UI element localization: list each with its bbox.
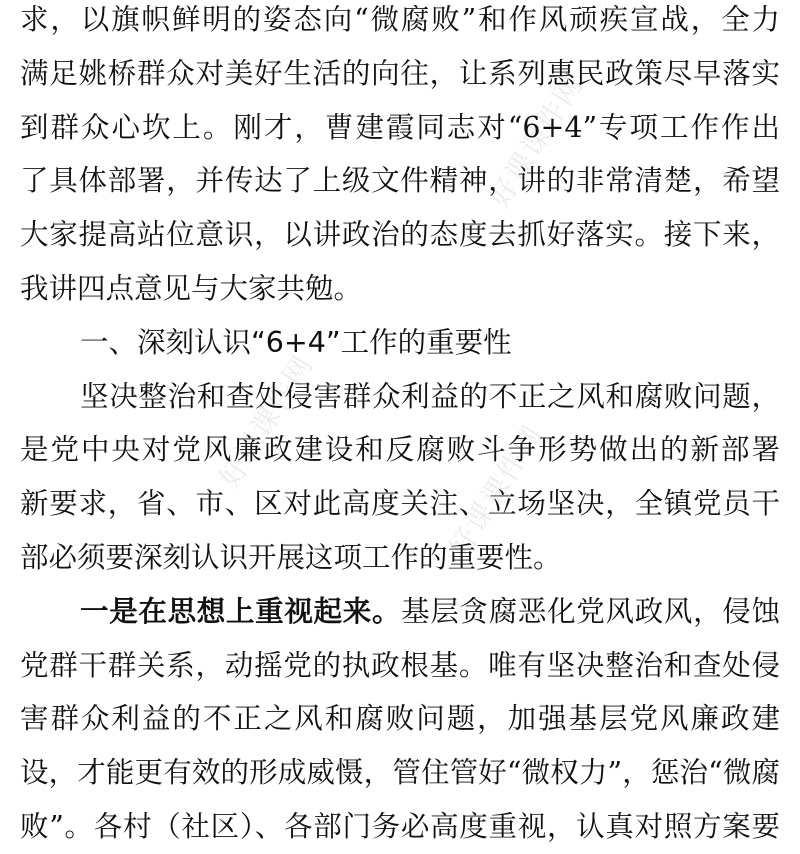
bold-lead: 一是在思想上重视起来。 (80, 594, 402, 628)
watermark: 好课课件网 (482, 68, 591, 214)
text-line: 是党中央对党风廉政建设和反腐败斗争形势做出的新部署 (20, 433, 780, 467)
text-line: 害群众利益的不正之风和腐败问题，加强基层党风廉政建 (20, 702, 780, 736)
section-heading: 一、深刻认识“6+4”工作的重要性 (80, 325, 512, 359)
text-line: 了具体部署，并传达了上级文件精神，讲的非常清楚，希望 (20, 164, 780, 198)
paragraph-lead-line (20, 585, 780, 639)
text-line: 坚决整治和查处侵害群众利益的不正之风和腐败问题， (80, 379, 780, 413)
text-line: 部必须要深刻认识开展这项工作的重要性。 (20, 540, 562, 574)
text-line: 满足姚桥群众对美好生活的向往，让系列惠民政策尽早落实 (20, 56, 780, 90)
lead-rest: 基层贪腐恶化党风政风，侵蚀 (401, 594, 780, 628)
text-line: 新要求，省、市、区对此高度关注、立场坚决，全镇党员干 (20, 487, 780, 521)
watermark: 好课课件网 (442, 418, 551, 564)
text-line: 我讲四点意见与大家共勉。 (20, 271, 363, 305)
text-line: 党群干群关系，动摇党的执政根基。唯有坚决整治和查处侵 (20, 648, 780, 682)
text-line: 到群众心坎上。刚才，曹建霞同志对“6+4”专项工作作出 (20, 110, 780, 144)
text-line: 设，才能更有效的形成威慑，管住管好“微权力”，惩治“微腐 (20, 756, 780, 790)
document-body (20, 0, 780, 854)
text-line: 大家提高站位意识，以讲政治的态度去抓好落实。接下来， (20, 218, 780, 252)
text-line: 求，以旗帜鲜明的姿态向“微腐败”和作风顽疾宣战，全力 (20, 3, 780, 36)
text-line: 败”。各村（社区）、各部门务必高度重视，认真对照方案要 (20, 809, 780, 843)
watermark: 好课课件网 (212, 348, 321, 494)
